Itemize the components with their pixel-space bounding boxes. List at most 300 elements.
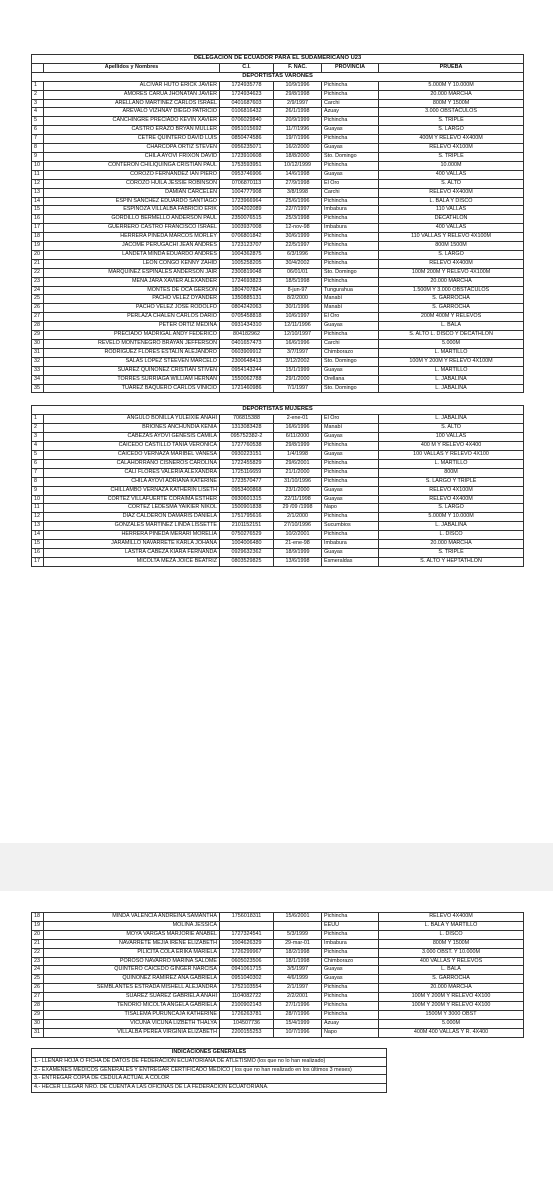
athlete-name: CORTEZ LEDESMA YAIKIER NIKOL bbox=[44, 504, 220, 513]
cedula: 1004626329 bbox=[220, 939, 274, 948]
birth-date: 18/1/1998 bbox=[274, 957, 322, 966]
athlete-name: REVELO MONTENEGRO BRAYAN JEFFERSÓN bbox=[44, 340, 220, 349]
athlete-name: RODRIGUEZ FLORES ESTALIN ALEJANDRO bbox=[44, 348, 220, 357]
document-title: DELEGACIÓN DE ECUADOR PARA EL SUDAMERICANO U23 bbox=[32, 55, 524, 64]
province: Orellana bbox=[322, 375, 379, 384]
event: RELEVO 4X400M bbox=[379, 495, 524, 504]
birth-date: 18/2/1998 bbox=[274, 948, 322, 957]
row-number: 31 bbox=[32, 348, 44, 357]
table-row bbox=[32, 531, 524, 540]
cedula: 1500901838 bbox=[220, 504, 274, 513]
cedula: 0603909912 bbox=[220, 348, 274, 357]
province: Pichincha bbox=[322, 117, 379, 126]
cedula: 1723570477 bbox=[220, 477, 274, 486]
page-separator bbox=[0, 843, 553, 891]
athlete-name: JACOME PERUGACHI JEAN ANDRES bbox=[44, 242, 220, 251]
table-row bbox=[32, 1019, 524, 1028]
event: RELEVO 4X100M bbox=[379, 144, 524, 153]
province: Guayas bbox=[322, 433, 379, 442]
birth-date: 10/6/1997 bbox=[274, 313, 322, 322]
row-number: 27 bbox=[32, 313, 44, 322]
birth-date: 30/6/1999 bbox=[274, 233, 322, 242]
table-row bbox=[32, 99, 524, 108]
birth-date: 30/4/2002 bbox=[274, 259, 322, 268]
table-row bbox=[32, 340, 524, 349]
row-number: 24 bbox=[32, 286, 44, 295]
birth-date: 12/11/1996 bbox=[274, 322, 322, 331]
row-number: 9 bbox=[32, 486, 44, 495]
birth-date: 2/2/2001 bbox=[274, 993, 322, 1002]
athlete-name: AMORES CARUA JHONATAN JAVIER bbox=[44, 90, 220, 99]
province: Guayas bbox=[322, 486, 379, 495]
table-row bbox=[32, 268, 524, 277]
birth-date: 29/8/1999 bbox=[274, 442, 322, 451]
birth-date: 29/8/1998 bbox=[274, 90, 322, 99]
row-number: 27 bbox=[32, 993, 44, 1002]
birth-date: 28/7/1996 bbox=[274, 1010, 322, 1019]
table-row bbox=[32, 322, 524, 331]
row-number: 21 bbox=[32, 259, 44, 268]
row-number: 11 bbox=[32, 170, 44, 179]
table-row bbox=[32, 144, 524, 153]
row-number: 2 bbox=[32, 90, 44, 99]
birth-date: 15/1/1999 bbox=[274, 366, 322, 375]
col-name: Apellidos y Nombres bbox=[44, 63, 220, 72]
cedula: 1726299967 bbox=[220, 948, 274, 957]
event: L. JABALINA bbox=[379, 384, 524, 393]
event: S. ALTO L. DISCO Y DECATHLÓN bbox=[379, 331, 524, 340]
province: Sto. Domingo bbox=[322, 268, 379, 277]
athlete-name: GORDILLO BERMELLO ANDERSON PAUL bbox=[44, 215, 220, 224]
row-number: 10 bbox=[32, 161, 44, 170]
athlete-name: LASTRA CABEZA KIARA FERNANDA bbox=[44, 548, 220, 557]
row-number: 18 bbox=[32, 233, 44, 242]
col-fnac: F. NAC. bbox=[274, 63, 322, 72]
province: Pichincha bbox=[322, 242, 379, 251]
province: Guayas bbox=[322, 450, 379, 459]
cedula: 1724935778 bbox=[220, 81, 274, 90]
birth-date: 6/3/1996 bbox=[274, 250, 322, 259]
row-number: 2 bbox=[32, 424, 44, 433]
mujeres-rows-page2 bbox=[32, 913, 524, 1038]
column-headers bbox=[32, 63, 524, 72]
row-number: 33 bbox=[32, 366, 44, 375]
row-number: 12 bbox=[32, 513, 44, 522]
event: 10.000M bbox=[379, 161, 524, 170]
cedula: 1753593951 bbox=[220, 161, 274, 170]
instructions-title: INDICACIONES GENERALES bbox=[32, 1048, 387, 1057]
cedula: 1756018311 bbox=[220, 913, 274, 922]
cedula: 1004777908 bbox=[220, 188, 274, 197]
event: 5.000M bbox=[379, 1019, 524, 1028]
table-row bbox=[32, 250, 524, 259]
event: 20.000 MARCHA bbox=[379, 90, 524, 99]
row-number: 14 bbox=[32, 197, 44, 206]
province: Pichincha bbox=[322, 250, 379, 259]
col-prueba: PRUEBA bbox=[379, 63, 524, 72]
row-number: 3 bbox=[32, 99, 44, 108]
row-number: 32 bbox=[32, 357, 44, 366]
province: Guayas bbox=[322, 966, 379, 975]
birth-date: 7/1/1997 bbox=[274, 384, 322, 393]
athlete-name: JARAMILLO NAVARRETE KARLA JOHANA bbox=[44, 540, 220, 549]
birth-date: 20/9/1999 bbox=[274, 117, 322, 126]
event: 100 VALLAS Y RELEVO 4X100 bbox=[379, 450, 524, 459]
row-number: 25 bbox=[32, 975, 44, 984]
cedula: 804182962 bbox=[220, 331, 274, 340]
row-number: 15 bbox=[32, 540, 44, 549]
province: Guayas bbox=[322, 366, 379, 375]
athlete-name: CONTERON CHILIQUINGA CRISTIAN PAUL bbox=[44, 161, 220, 170]
cedula: 1804707824 bbox=[220, 286, 274, 295]
province: Pichincha bbox=[322, 90, 379, 99]
row-number: 24 bbox=[32, 966, 44, 975]
cedula: 0956235071 bbox=[220, 144, 274, 153]
section-title-mujeres: DEPORTISTAS MUJERES bbox=[32, 406, 524, 415]
event: 400M Y RELEVO 4X400M bbox=[379, 135, 524, 144]
table-row bbox=[32, 277, 524, 286]
province: El Oro bbox=[322, 179, 379, 188]
birth-date: 5/3/1999 bbox=[274, 930, 322, 939]
province: Guayas bbox=[322, 144, 379, 153]
cedula: 1350885131 bbox=[220, 295, 274, 304]
row-number: 9 bbox=[32, 152, 44, 161]
province: Guayas bbox=[322, 975, 379, 984]
birth-date: 8-jun-97 bbox=[274, 286, 322, 295]
birth-date: 13/6/1998 bbox=[274, 557, 322, 566]
row-number: 17 bbox=[32, 557, 44, 566]
province: Guayas bbox=[322, 548, 379, 557]
row-number: 21 bbox=[32, 939, 44, 948]
cedula: 2200155253 bbox=[220, 1028, 274, 1037]
event: S. GARROCHA bbox=[379, 304, 524, 313]
table-row bbox=[32, 286, 524, 295]
col-num bbox=[32, 63, 44, 72]
cedula: 0930601315 bbox=[220, 495, 274, 504]
table-row bbox=[32, 313, 524, 322]
row-number: 26 bbox=[32, 984, 44, 993]
cedula: 0401687603 bbox=[220, 99, 274, 108]
table-row bbox=[32, 939, 524, 948]
birth-date: 29/6/2001 bbox=[274, 459, 322, 468]
instruction-item: 3.- ENTREGAR COPIA DE CÉDULA ACTUAL A COLOR bbox=[32, 1075, 387, 1084]
athlete-name: CABEZAS AYOVI GENESIS CAMILA bbox=[44, 433, 220, 442]
province: Pichincha bbox=[322, 197, 379, 206]
birth-date: 18/9/1999 bbox=[274, 548, 322, 557]
table-row bbox=[32, 957, 524, 966]
table-row bbox=[32, 424, 524, 433]
table-row bbox=[32, 1028, 524, 1037]
table-row bbox=[32, 242, 524, 251]
cedula: 0106816432 bbox=[220, 108, 274, 117]
cedula: 1004202089 bbox=[220, 206, 274, 215]
birth-date: 27/9/1998 bbox=[274, 179, 322, 188]
table-row bbox=[32, 233, 524, 242]
row-number: 4 bbox=[32, 442, 44, 451]
athlete-name: TORRES SURRIAGA WILLIAM HERNAN bbox=[44, 375, 220, 384]
cedula: 0706029840 bbox=[220, 117, 274, 126]
cedula: 0930223151 bbox=[220, 450, 274, 459]
table-row bbox=[32, 948, 524, 957]
province: Pichincha bbox=[322, 459, 379, 468]
table-row bbox=[32, 117, 524, 126]
province: Guayas bbox=[322, 495, 379, 504]
table-row bbox=[32, 188, 524, 197]
table-row bbox=[32, 197, 524, 206]
table-row bbox=[32, 152, 524, 161]
event: L. JABALINA bbox=[379, 522, 524, 531]
event: 3.000 OBST. Y 10.000M bbox=[379, 948, 524, 957]
athlete-name: ANGULO BONILLA YULEIXIE ANAHÍ bbox=[44, 415, 220, 424]
athlete-name: CETRE QUINTERO DAVID LUIS bbox=[44, 135, 220, 144]
row-number: 11 bbox=[32, 504, 44, 513]
cedula: 0706801842 bbox=[220, 233, 274, 242]
row-number: 16 bbox=[32, 215, 44, 224]
birth-date: 27/1/1996 bbox=[274, 1002, 322, 1011]
birth-date: 2-ene-01 bbox=[274, 415, 322, 424]
event: S. ALTO bbox=[379, 179, 524, 188]
event: L. BALA Y DISCO bbox=[379, 197, 524, 206]
sheet-page-1 bbox=[31, 54, 524, 567]
event: 110 VALLAS Y RELEVO 4X100M bbox=[379, 233, 524, 242]
event: 800M 1500M bbox=[379, 242, 524, 251]
province: Pichincha bbox=[322, 135, 379, 144]
event: S. ALTO bbox=[379, 424, 524, 433]
row-number: 18 bbox=[32, 913, 44, 922]
col-provincia: PROVINCIA bbox=[322, 63, 379, 72]
event: L. BALA Y MARTILLO bbox=[379, 921, 524, 930]
athlete-name: PETER ORTIZ MEDINA bbox=[44, 322, 220, 331]
athlete-name: CAICEDO CASTILLO TANIA VERONICA bbox=[44, 442, 220, 451]
cedula: 0953746906 bbox=[220, 170, 274, 179]
athlete-name: PILICITA COLA ERIKA MARIELA bbox=[44, 948, 220, 957]
athlete-name: SUAREZ QUIÑONEZ CRISTIAN STIVEN bbox=[44, 366, 220, 375]
province: Sto. Domingo bbox=[322, 152, 379, 161]
event: 20.000 MARCHA bbox=[379, 277, 524, 286]
row-number: 13 bbox=[32, 522, 44, 531]
table-row bbox=[32, 215, 524, 224]
cedula: 1003937008 bbox=[220, 224, 274, 233]
birth-date: 22/5/1997 bbox=[274, 242, 322, 251]
row-number: 19 bbox=[32, 242, 44, 251]
province: Guayas bbox=[322, 170, 379, 179]
table-row bbox=[32, 468, 524, 477]
table-row bbox=[32, 357, 524, 366]
province: Sto. Domingo bbox=[322, 357, 379, 366]
event: 5.000M bbox=[379, 340, 524, 349]
cedula: 1722455829 bbox=[220, 459, 274, 468]
province: Esmeraldas bbox=[322, 557, 379, 566]
cedula: 1723123707 bbox=[220, 242, 274, 251]
event: 1.500M Y 3.000 OBSTÁCULOS bbox=[379, 286, 524, 295]
table-row bbox=[32, 206, 524, 215]
event: 200M 400M Y RELEVOS bbox=[379, 313, 524, 322]
province: Chimborazo bbox=[322, 348, 379, 357]
section-title-varones: DEPORTISTAS VARONES bbox=[32, 72, 524, 81]
event: S. TRIPLE bbox=[379, 152, 524, 161]
cedula: 0951015692 bbox=[220, 126, 274, 135]
athlete-name: MOYA VARGAS MARJORIE ANABEL bbox=[44, 930, 220, 939]
athlete-name: HERRERA PINEDA MARCOS MORLEY bbox=[44, 233, 220, 242]
row-number: 1 bbox=[32, 415, 44, 424]
row-number: 20 bbox=[32, 930, 44, 939]
province: Pichincha bbox=[322, 259, 379, 268]
event: 800M Y 1500M bbox=[379, 939, 524, 948]
event: 1500M Y 3000 OBST bbox=[379, 1010, 524, 1019]
athlete-name: DIAZ CALDERON DAMARIS DANIELA bbox=[44, 513, 220, 522]
athlete-name: CANCHINGRE PRECIADO KEVIN XAVIER bbox=[44, 117, 220, 126]
birth-date: 2/9/1997 bbox=[274, 99, 322, 108]
table-row bbox=[32, 224, 524, 233]
cedula: 0706870113 bbox=[220, 179, 274, 188]
athlete-name: COROZO HUILA JESSIE ROBINSON bbox=[44, 179, 220, 188]
athlete-name: CHARCOPA ORTIZ STEVEN bbox=[44, 144, 220, 153]
event: S. GARROCHA bbox=[379, 975, 524, 984]
athlete-name: MOLINA JESSICA bbox=[44, 921, 220, 930]
table-row bbox=[32, 433, 524, 442]
province: Azuay bbox=[322, 1019, 379, 1028]
province: Tungurahua bbox=[322, 286, 379, 295]
cedula: 1725116659 bbox=[220, 468, 274, 477]
birth-date: 31/10/1996 bbox=[274, 477, 322, 486]
province: Pichincha bbox=[322, 233, 379, 242]
province: Carchi bbox=[322, 99, 379, 108]
athlete-name: SALAS LÓPEZ STEEVEN MARCELO bbox=[44, 357, 220, 366]
row-number: 23 bbox=[32, 957, 44, 966]
table-row bbox=[32, 304, 524, 313]
table-row bbox=[32, 295, 524, 304]
cedula: 0401657473 bbox=[220, 340, 274, 349]
row-number: 30 bbox=[32, 1019, 44, 1028]
table-row bbox=[32, 170, 524, 179]
cedula: 1726263781 bbox=[220, 1010, 274, 1019]
cedula: 2101152151 bbox=[220, 522, 274, 531]
birth-date: 23/1/2000 bbox=[274, 486, 322, 495]
event: 20.000 MARCHA bbox=[379, 984, 524, 993]
table-row bbox=[32, 548, 524, 557]
athlete-name: QUINTERO CAICEDO GINGER NARCISA bbox=[44, 966, 220, 975]
event: S. TRIPLE bbox=[379, 548, 524, 557]
table-row bbox=[32, 1010, 524, 1019]
province: Manabí bbox=[322, 424, 379, 433]
event: L. MARTILLO bbox=[379, 366, 524, 375]
birth-date: 12-nov-98 bbox=[274, 224, 322, 233]
row-number: 22 bbox=[32, 268, 44, 277]
cedula: 2350076515 bbox=[220, 215, 274, 224]
birth-date: 4/6/1999 bbox=[274, 975, 322, 984]
province: El Oro bbox=[322, 313, 379, 322]
event: 400 M Y RELEVO 4X400 bbox=[379, 442, 524, 451]
birth-date: 10/12/1999 bbox=[274, 161, 322, 170]
cedula: 2300819048 bbox=[220, 268, 274, 277]
table-row bbox=[32, 966, 524, 975]
athlete-name: ESPINOZA VILLALBA FABRICIO ERIK bbox=[44, 206, 220, 215]
event: 100M Y 200M Y RELEVO 4X100 bbox=[379, 1002, 524, 1011]
cedula: 2100902143 bbox=[220, 1002, 274, 1011]
cedula: 1313083428 bbox=[220, 424, 274, 433]
row-number: 12 bbox=[32, 179, 44, 188]
event: 400 VALLAS bbox=[379, 170, 524, 179]
athlete-name: QUIÑONEZ RAMIREZ ANA GABRIELA bbox=[44, 975, 220, 984]
table-row bbox=[32, 348, 524, 357]
event: S. GARROCHA bbox=[379, 295, 524, 304]
event: RELEVO 4X400M bbox=[379, 913, 524, 922]
athlete-name: CORTEZ VILLAFUERTE CORAIMA ESTHER bbox=[44, 495, 220, 504]
birth-date bbox=[274, 921, 322, 930]
province: Pichincha bbox=[322, 277, 379, 286]
event: RELEVO 4X400M bbox=[379, 259, 524, 268]
event: DECATHLÓN bbox=[379, 215, 524, 224]
cedula: 0605023506 bbox=[220, 957, 274, 966]
event: S. LARGO bbox=[379, 504, 524, 513]
athlete-name: GONZALES MARTINEZ LINDA LISSETTE bbox=[44, 522, 220, 531]
event: 3.000 OBSTÁCULOS bbox=[379, 108, 524, 117]
table-row bbox=[32, 366, 524, 375]
province: EEUU bbox=[322, 921, 379, 930]
delegation-table-continued bbox=[31, 912, 524, 1038]
table-row bbox=[32, 450, 524, 459]
birth-date: 29/1/2000 bbox=[274, 375, 322, 384]
table-row bbox=[32, 1002, 524, 1011]
instruction-item: 2.- EXÁMENES MÉDICOS GENERALES Y ENTREGAR CERTIFICADO MÉDICO ( los que no han realizado en los últimos 3 meses) bbox=[32, 1066, 387, 1075]
event: L. DISCO bbox=[379, 531, 524, 540]
birth-date: 29-mar-01 bbox=[274, 939, 322, 948]
athlete-name: CALAHORRANO CISNEROS CAROLINA bbox=[44, 459, 220, 468]
cedula: 1005258205 bbox=[220, 259, 274, 268]
table-row bbox=[32, 557, 524, 566]
province: Azuay bbox=[322, 108, 379, 117]
table-row bbox=[32, 375, 524, 384]
athlete-name: SEMBLANTES ESTRADA MISHELL ALEJANDRA bbox=[44, 984, 220, 993]
row-number: 13 bbox=[32, 188, 44, 197]
event: 400 VALLAS bbox=[379, 224, 524, 233]
province: Guayas bbox=[322, 126, 379, 135]
cedula: 0705458818 bbox=[220, 313, 274, 322]
row-number: 1 bbox=[32, 81, 44, 90]
table-row bbox=[32, 415, 524, 424]
row-number: 28 bbox=[32, 322, 44, 331]
row-number: 23 bbox=[32, 277, 44, 286]
athlete-name: NAVARRETE MEJIA IRENE ELIZABETH bbox=[44, 939, 220, 948]
birth-date: 29 /09 /1998 bbox=[274, 504, 322, 513]
birth-date: 10/9/1996 bbox=[274, 81, 322, 90]
table-row bbox=[32, 259, 524, 268]
table-row bbox=[32, 975, 524, 984]
province: Pichincha bbox=[322, 161, 379, 170]
row-number: 25 bbox=[32, 295, 44, 304]
province: Pichincha bbox=[322, 81, 379, 90]
athlete-name: PACHO VELEZ DYANDER bbox=[44, 295, 220, 304]
birth-date: 3/8/1998 bbox=[274, 188, 322, 197]
athlete-name: SUAREZ SUAREZ GABRIELA ANAHÍ bbox=[44, 993, 220, 1002]
cedula: 2300648413 bbox=[220, 357, 274, 366]
table-row bbox=[32, 477, 524, 486]
province: Manabí bbox=[322, 295, 379, 304]
cedula: 706815388 bbox=[220, 415, 274, 424]
row-number: 7 bbox=[32, 468, 44, 477]
province: Pichincha bbox=[322, 1010, 379, 1019]
athlete-name: BRIONES ANCHUNDIA KENIA bbox=[44, 424, 220, 433]
province: Imbabura bbox=[322, 939, 379, 948]
birth-date: 2/1/1997 bbox=[274, 984, 322, 993]
cedula: 0750276529 bbox=[220, 531, 274, 540]
table-row bbox=[32, 486, 524, 495]
athlete-name: ESPÍN SANCHEZ EDUARDO SANTIAGO bbox=[44, 197, 220, 206]
province: Pichincha bbox=[322, 984, 379, 993]
event: S. TRIPLE bbox=[379, 117, 524, 126]
birth-date: 15/6/2001 bbox=[274, 913, 322, 922]
table-row bbox=[32, 921, 524, 930]
